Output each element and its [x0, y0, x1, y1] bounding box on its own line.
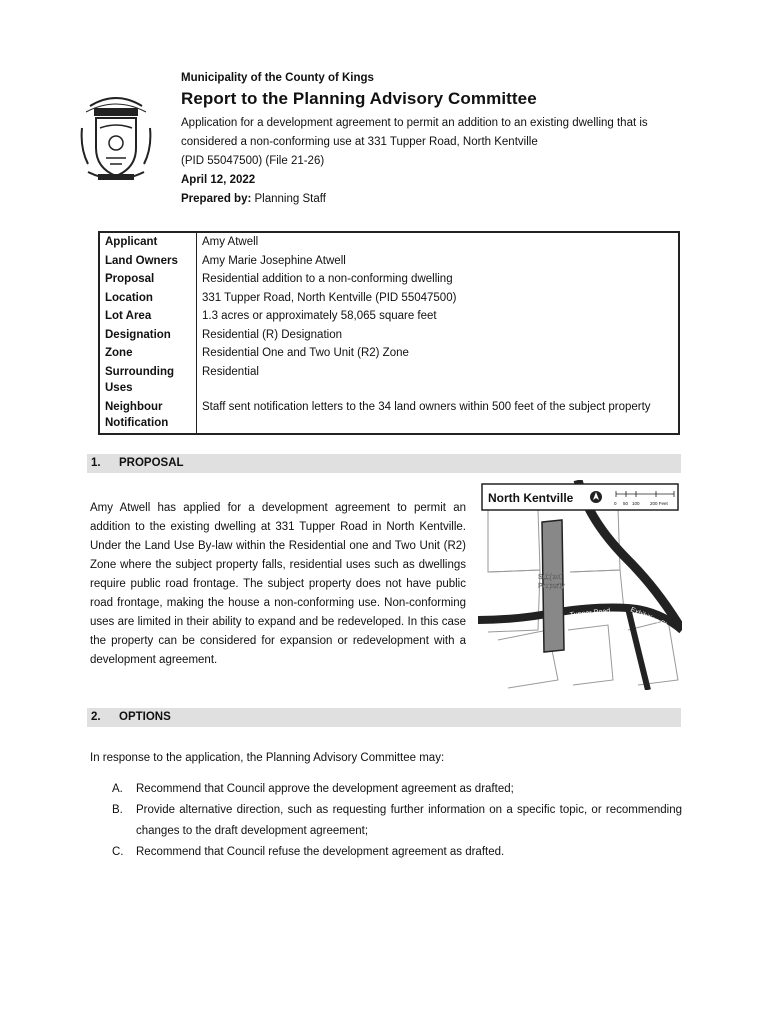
- option-letter: A.: [112, 783, 123, 795]
- scale-label: 0: [614, 501, 617, 506]
- municipality-name: Municipality of the County of Kings: [181, 72, 374, 84]
- section-heading-proposal: [87, 454, 681, 473]
- section-number: 1.: [91, 457, 101, 469]
- scale-label: 100: [632, 501, 640, 506]
- row-value: Staff sent notification letters to the 34 land owners within 500 feet of the subject property: [197, 398, 680, 434]
- property-label: Property: [538, 583, 565, 590]
- row-label: Lot Area: [99, 307, 197, 326]
- subject-label: Subject: [538, 574, 562, 581]
- option-text: Recommend that Council refuse the development agreement as drafted.: [136, 846, 505, 858]
- location-map: [478, 480, 682, 690]
- row-value: Residential addition to a non-conforming dwelling: [197, 270, 680, 289]
- scale-label: 200 Feet: [650, 501, 668, 506]
- row-label: Neighbour Notification: [99, 398, 197, 434]
- row-value: Amy Atwell: [197, 232, 680, 252]
- row-value: Residential One and Two Unit (R2) Zone: [197, 344, 680, 363]
- row-value: Residential: [197, 363, 680, 398]
- row-label: Location: [99, 289, 197, 308]
- road-label-tupper: Tupper Road: [569, 607, 611, 619]
- option-text: Provide alternative direction, such as requesting further information on a specific topic, or recommending changes to the draft development agreement;: [136, 804, 682, 837]
- scale-label: 50: [623, 501, 629, 506]
- row-value: Residential (R) Designation: [197, 326, 680, 345]
- option-text: Recommend that Council approve the development agreement as drafted;: [136, 783, 514, 795]
- road-label-exhibition: Exhibition St: [629, 606, 668, 629]
- table-row: [99, 232, 679, 252]
- prepared-by-label: Prepared by:: [181, 193, 252, 205]
- row-value: Amy Marie Josephine Atwell: [197, 252, 680, 271]
- report-header: [181, 72, 691, 209]
- row-label: Surrounding Uses: [99, 363, 197, 398]
- options-list: [112, 779, 682, 863]
- table-row: [99, 326, 679, 345]
- section-title: OPTIONS: [119, 711, 171, 723]
- row-label: Land Owners: [99, 252, 197, 271]
- row-label: Proposal: [99, 270, 197, 289]
- application-info-table: [98, 231, 680, 435]
- prepared-by: [181, 190, 691, 209]
- county-seal-logo: [76, 88, 156, 188]
- section-title: PROPOSAL: [119, 457, 184, 469]
- list-item: [112, 779, 682, 800]
- list-item: [112, 800, 682, 842]
- option-letter: C.: [112, 846, 124, 858]
- row-value: 331 Tupper Road, North Kentville (PID 55047500): [197, 289, 680, 308]
- table-row: [99, 289, 679, 308]
- report-date: April 12, 2022: [181, 174, 256, 186]
- row-value: 1.3 acres or approximately 58,065 square feet: [197, 307, 680, 326]
- section-number: 2.: [91, 711, 101, 723]
- report-title: Report to the Planning Advisory Committee: [181, 89, 537, 108]
- table-row: [99, 363, 679, 398]
- north-arrow-icon: [590, 491, 602, 503]
- table-row: [99, 270, 679, 289]
- row-label: Zone: [99, 344, 197, 363]
- table-row: [99, 344, 679, 363]
- table-row: [99, 307, 679, 326]
- row-label: Designation: [99, 326, 197, 345]
- section-heading-options: [87, 708, 681, 727]
- prepared-by-value: Planning Staff: [254, 193, 326, 205]
- table-row: [99, 252, 679, 271]
- option-letter: B.: [112, 804, 123, 816]
- proposal-paragraph: Amy Atwell has applied for a development agreement to permit an addition to the existing dwelling at 331 Tupper Road in North Kentville. Under the Land Use By-law within the Residential one and Two Unit (R2) Zone where the subject property falls, residential uses such as dwellings require public road frontage. The subject property does not have public road frontage, making the house a non-conforming use. Non-conforming uses are limited in their ability to expand and be redeveloped. In this case the property can be considered for expansion or redevelopment with a development agreement.: [90, 502, 466, 666]
- table-row: [99, 398, 679, 434]
- options-intro: In response to the application, the Planning Advisory Committee may:: [90, 752, 445, 764]
- row-label: Applicant: [99, 232, 197, 252]
- map-title: North Kentville: [488, 491, 574, 505]
- application-description: Application for a development agreement to permit an addition to an existing dwelling that is considered a non-conforming use at 331 Tupper Road, North Kentville: [181, 117, 648, 148]
- list-item: [112, 842, 682, 863]
- pid-file: (PID 55047500) (File 21-26): [181, 155, 325, 167]
